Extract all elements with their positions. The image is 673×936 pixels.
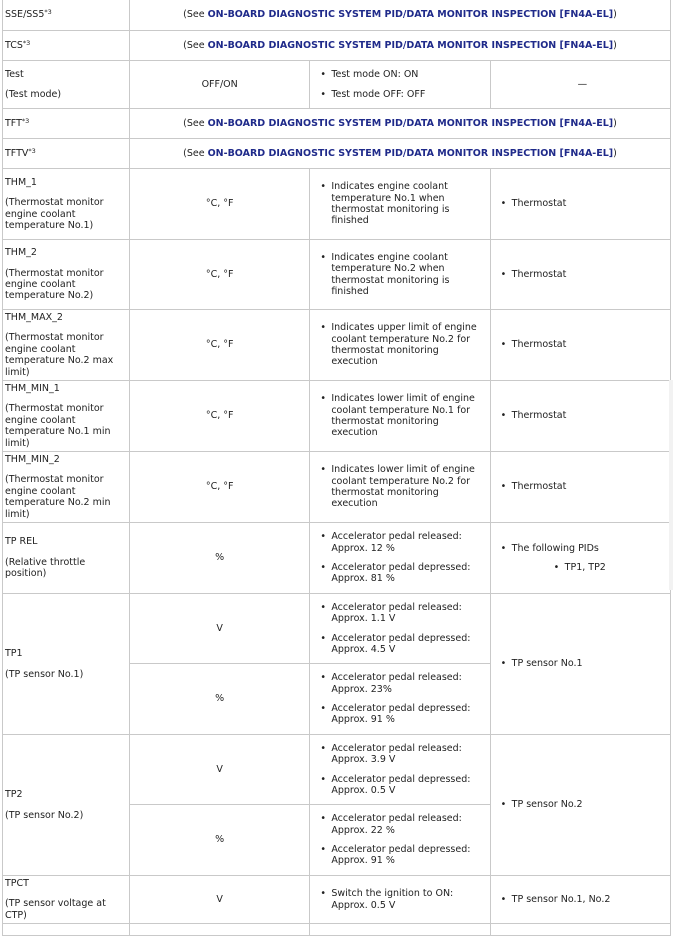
unit: °C, °F	[130, 381, 310, 452]
pid-table	[2, 0, 671, 936]
list-item: • Indicates lower limit of engine coolant temperature No.1 for thermostat monitoring execution	[318, 393, 485, 439]
table-row: SSE/SS5$^{*3}$ (See ON-BOARD DIAGNOSTIC SYSTEM PID/DATA MONITOR INSPECTION [FN4A-EL])	[3, 0, 671, 31]
table-row	[3, 240, 671, 310]
list-item: • Accelerator pedal released: Approx. 23%	[318, 672, 485, 695]
table-row	[3, 169, 671, 240]
table-row: TCS$^{*3}$ (See ON-BOARD DIAGNOSTIC SYSTEM PID/DATA MONITOR INSPECTION [FN4A-EL])	[3, 31, 671, 61]
list-item: • Indicates engine coolant temperature No.1 when thermostat monitoring is finished	[318, 181, 485, 227]
pid-description: (TP sensor No.2)	[5, 809, 84, 821]
pid-name: TP1	[5, 648, 23, 660]
pid-description: (TP sensor voltage at CTP)	[5, 898, 106, 921]
pid-name: THM_MIN_1	[5, 382, 60, 394]
reference-link[interactable]: ON-BOARD DIAGNOSTIC SYSTEM PID/DATA MONITOR INSPECTION [FN4A-EL]	[207, 117, 614, 129]
list-item: • Accelerator pedal depressed: Approx. 91 %	[318, 703, 485, 726]
pid-description: (Thermostat monitor engine coolant temperature No.1)	[5, 197, 104, 231]
list-item: • Test mode ON: ON	[318, 69, 485, 80]
scrollbar-track[interactable]	[669, 380, 673, 590]
pid-name: SSE/SS5	[5, 8, 45, 20]
pid-description: (Thermostat monitor engine coolant temperature No.1 min limit)	[5, 403, 111, 449]
pid-name: THM_2	[5, 247, 37, 259]
pid-description: (Thermostat monitor engine coolant temperature No.2)	[5, 267, 104, 302]
pid-name: TP2	[5, 789, 23, 801]
table-row	[3, 381, 671, 452]
reference-list	[499, 543, 666, 574]
table-row: TFT$^{*3}$ (See ON-BOARD DIAGNOSTIC SYSTEM PID/DATA MONITOR INSPECTION [FN4A-EL])	[3, 109, 671, 139]
reference-link[interactable]: ON-BOARD DIAGNOSTIC SYSTEM PID/DATA MONITOR INSPECTION [FN4A-EL]	[207, 8, 614, 20]
unit: %	[130, 805, 310, 876]
list-item: • Accelerator pedal depressed: Approx. 91 %	[318, 844, 485, 867]
unit: %	[130, 664, 310, 735]
reference-list	[499, 481, 666, 492]
condition-list	[318, 252, 485, 298]
pid-name: TCS	[5, 39, 23, 51]
list-item: • TP sensor No.1	[499, 658, 666, 669]
condition-list	[318, 393, 485, 439]
table-row	[3, 924, 671, 936]
unit: °C, °F	[130, 240, 310, 310]
nested-list	[512, 562, 666, 573]
table-row: TFTV$^{*3}$ (See ON-BOARD DIAGNOSTIC SYSTEM PID/DATA MONITOR INSPECTION [FN4A-EL])	[3, 139, 671, 169]
table-row	[3, 310, 671, 381]
condition-list	[318, 531, 485, 585]
table-row	[3, 452, 671, 523]
condition-list	[318, 602, 485, 656]
table-row	[3, 61, 671, 109]
list-item: • Accelerator pedal released: Approx. 22 %	[318, 813, 485, 836]
pid-description: (TP sensor No.1)	[5, 668, 84, 680]
table-row	[3, 876, 671, 924]
list-item: • Switch the ignition to ON: Approx. 0.5 V	[318, 888, 485, 911]
pid-name: TPCT	[5, 877, 29, 889]
unit: V	[130, 735, 310, 805]
reference-list	[499, 894, 666, 905]
unit: °C, °F	[130, 310, 310, 381]
list-item: • Accelerator pedal depressed: Approx. 0.5 V	[318, 774, 485, 797]
list-item: • TP sensor No.2	[499, 799, 666, 810]
unit: °C, °F	[130, 452, 310, 523]
reference-list	[499, 658, 666, 669]
table-row	[3, 594, 671, 664]
reference-link[interactable]: ON-BOARD DIAGNOSTIC SYSTEM PID/DATA MONITOR INSPECTION [FN4A-EL]	[207, 147, 614, 159]
list-item: • Indicates upper limit of engine coolant temperature No.2 for thermostat monitoring execution	[318, 322, 485, 368]
pid-name: THM_1	[5, 176, 37, 188]
list-item: • Accelerator pedal depressed: Approx. 4.5 V	[318, 633, 485, 656]
table-row	[3, 735, 671, 805]
list-item: • The following PIDs • TP1, TP2	[499, 543, 666, 574]
condition-list	[318, 322, 485, 368]
list-item: • Accelerator pedal released: Approx. 3.9 V	[318, 743, 485, 766]
reference-list	[499, 799, 666, 810]
see-reference: (See ON-BOARD DIAGNOSTIC SYSTEM PID/DATA MONITOR INSPECTION [FN4A-EL])	[130, 139, 671, 169]
condition-list	[318, 181, 485, 227]
list-item: • TP1, TP2	[552, 562, 666, 573]
list-item: • TP sensor No.1, No.2	[499, 894, 666, 905]
unit: OFF/ON	[130, 61, 310, 109]
reference-link[interactable]: ON-BOARD DIAGNOSTIC SYSTEM PID/DATA MONITOR INSPECTION [FN4A-EL]	[207, 39, 614, 51]
list-item: • Accelerator pedal depressed: Approx. 81 %	[318, 562, 485, 585]
list-item: • Thermostat	[499, 339, 666, 350]
condition-list	[318, 69, 485, 100]
pid-description: (Test mode)	[5, 89, 62, 100]
reference-list	[499, 198, 666, 209]
unit: °C, °F	[130, 169, 310, 240]
reference: —	[490, 61, 670, 109]
see-reference: (See ON-BOARD DIAGNOSTIC SYSTEM PID/DATA MONITOR INSPECTION [FN4A-EL])	[130, 31, 671, 61]
see-reference: (See ON-BOARD DIAGNOSTIC SYSTEM PID/DATA MONITOR INSPECTION [FN4A-EL])	[130, 109, 671, 139]
list-item: • Accelerator pedal released: Approx. 1.1 V	[318, 602, 485, 625]
list-item: • Indicates engine coolant temperature No.2 when thermostat monitoring is finished	[318, 252, 485, 298]
pid-description: (Thermostat monitor engine coolant temperature No.2 max limit)	[5, 332, 114, 378]
condition-list	[318, 813, 485, 867]
pid-name: TFT	[5, 117, 22, 129]
pid-name: TFTV	[5, 147, 29, 159]
list-item: • Thermostat	[499, 410, 666, 421]
pid-name: Test	[5, 68, 24, 80]
reference-list	[499, 269, 666, 280]
unit: V	[130, 876, 310, 924]
condition-list	[318, 672, 485, 726]
list-item: • Thermostat	[499, 198, 666, 209]
list-item: • Thermostat	[499, 481, 666, 492]
pid-name: THM_MIN_2	[5, 453, 60, 465]
pid-description: (Thermostat monitor engine coolant temperature No.2 min limit)	[5, 474, 111, 520]
pid-name: THM_MAX_2	[5, 311, 63, 323]
condition-list	[318, 464, 485, 510]
pid-description: (Relative throttle position)	[5, 556, 86, 580]
list-item: • Indicates lower limit of engine coolant temperature No.2 for thermostat monitoring execution	[318, 464, 485, 510]
see-reference: (See ON-BOARD DIAGNOSTIC SYSTEM PID/DATA MONITOR INSPECTION [FN4A-EL])	[130, 0, 671, 31]
condition-list	[318, 743, 485, 797]
reference-list	[499, 410, 666, 421]
reference-list	[499, 339, 666, 350]
list-item: • Accelerator pedal released: Approx. 12 %	[318, 531, 485, 554]
pid-name: TP REL	[5, 536, 38, 548]
list-item: • Thermostat	[499, 269, 666, 280]
table-row	[3, 523, 671, 594]
condition-list	[318, 888, 485, 911]
unit: %	[130, 523, 310, 594]
unit: V	[130, 594, 310, 664]
list-item: • Test mode OFF: OFF	[318, 89, 485, 100]
